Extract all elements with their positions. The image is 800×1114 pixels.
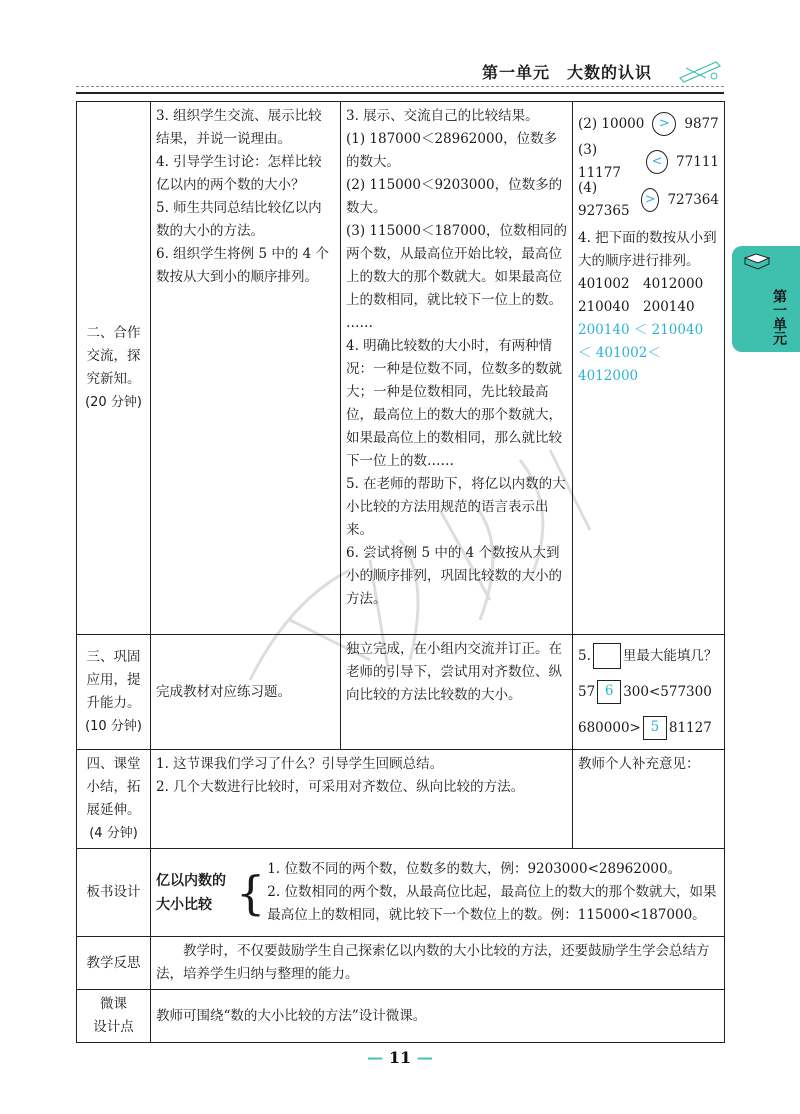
board-title: 亿以内数的 大小比较 (156, 872, 226, 913)
teacher-note: 教师个人补充意见： (573, 750, 725, 849)
page-number: — 11 — (367, 1048, 433, 1067)
student-activities-apply: 独立完成，在小组内交流并订正。在老师的引导下，尝试用对齐数位、纵向比较的方法比较数的大小。 (341, 635, 573, 750)
row-micro (77, 990, 725, 1043)
answer-circle: > (641, 188, 659, 212)
book-icon (742, 250, 772, 272)
row-label-summary: 四、课堂 小结，拓 展延伸。 (4 分钟) (77, 750, 151, 849)
comparison-item: (4) 927365 > 727364 (578, 180, 719, 219)
row-label-apply: 三、巩固 应用，提 升能力。 (10 分钟) (77, 635, 151, 750)
header-rule (76, 92, 724, 94)
board-content: 亿以内数的 大小比较 { 1. 位数不同的两个数，位数多的数大，例：9203000<28962000。 2. 位数相同的两个数，从最高位比起，最高位上的数大的那个数就大，如果最高位上的数相同，就比较下一个数位上的数。例：115000<187000。 (151, 849, 725, 937)
micro-content: 教师可围绕“数的大小比较的方法”设计微课。 (151, 990, 725, 1043)
chapter-side-tab[interactable] (732, 246, 800, 352)
side-tab-label: 第一单元 (771, 289, 787, 345)
blank-box (593, 643, 621, 669)
answer-box: 5 (643, 716, 667, 740)
answer-box: 6 (597, 680, 621, 704)
row-label-explore: 二、合作 交流，探 究新知。 (20 分钟) (77, 102, 151, 635)
fill-blank-title: 5. 里最大能填几？ (578, 638, 719, 674)
summary-content: 1. 这节课我们学习了什么？引导学生回顾总结。 2. 几个大数进行比较时，可采用对齐数位、纵向比较的方法。 (151, 750, 573, 849)
reflection-content: 教学时，不仅要鼓励学生自己探索亿以内数的大小比较的方法，还要鼓励学生学会总结方法，培养学生归纳与整理的能力。 (151, 937, 725, 990)
fill-blank-item: 680000> 5 81127 (578, 710, 719, 746)
ordering-task: 4. 把下面的数按从小到大的顺序进行排列。 (578, 230, 717, 269)
fill-blank-item: 57 6 300<577300 (578, 674, 719, 710)
answer-circle: > (652, 112, 676, 136)
header-dotted-rule (76, 86, 724, 87)
row-label-board: 板书设计 (77, 849, 151, 937)
ordering-numbers: 210040 200140 (578, 299, 695, 315)
comparison-item: (2) 10000 > 9877 (578, 105, 719, 143)
row-summary (77, 750, 725, 849)
brace-symbol: { (236, 865, 266, 920)
pencil-ruler-icon (676, 56, 724, 84)
lesson-plan-table (76, 101, 725, 1043)
ordering-answer: 200140 ＜ 210040 ＜ 401002＜4012000 (578, 322, 704, 384)
teacher-activities-apply: 完成教材对应练习题。 (151, 635, 341, 750)
row-reflection (77, 937, 725, 990)
comparison-item: (3) 11177 < 77111 (578, 142, 719, 181)
answer-circle: < (646, 150, 668, 174)
row-label-micro: 微课 设计点 (77, 990, 151, 1043)
page-header-title: 第一单元 大数的认识 (482, 63, 653, 82)
exercise-apply (573, 635, 725, 750)
exercise-explore (573, 102, 725, 635)
student-activities-explore: 3. 展示、交流自己的比较结果。 (1) 187000＜28962000，位数多的数大。 (2) 115000＜9203000，位数多的数大。 (3) 115000＜187000，位数相同的两个数，从最高位开始比较，最高位上的数大的那个数就大。如果最高位上的数相同，就比较下一位上的数。 …… 4. 明确比较数的大小时，有两种情况：一种是位数不同，位数多的数就大；一种是位数相同，先比较最高位，最高位上的数大的那个数就大，如果最高位上的数相同，那么就比较下一位上的数…… 5. 在老师的帮助下，将亿以内数的大小比较的方法用规范的语言表示出来。 6. 尝试将例 5 中的 4 个数按从大到小的顺序排列，巩固比较数的大小的方法。 (341, 102, 573, 635)
row-apply (77, 635, 725, 750)
row-label-reflection: 教学反思 (77, 937, 151, 990)
teacher-activities-explore: 3. 组织学生交流、展示比较结果，并说一说理由。 4. 引导学生讨论：怎样比较亿以内的两个数的大小？ 5. 师生共同总结比较亿以内数的大小的方法。 6. 组织学生将例 5 中的 4 个数按从大到小的顺序排列。 (151, 102, 341, 635)
row-explore (77, 102, 725, 635)
row-board (77, 849, 725, 937)
ordering-numbers: 401002 4012000 (578, 276, 704, 292)
